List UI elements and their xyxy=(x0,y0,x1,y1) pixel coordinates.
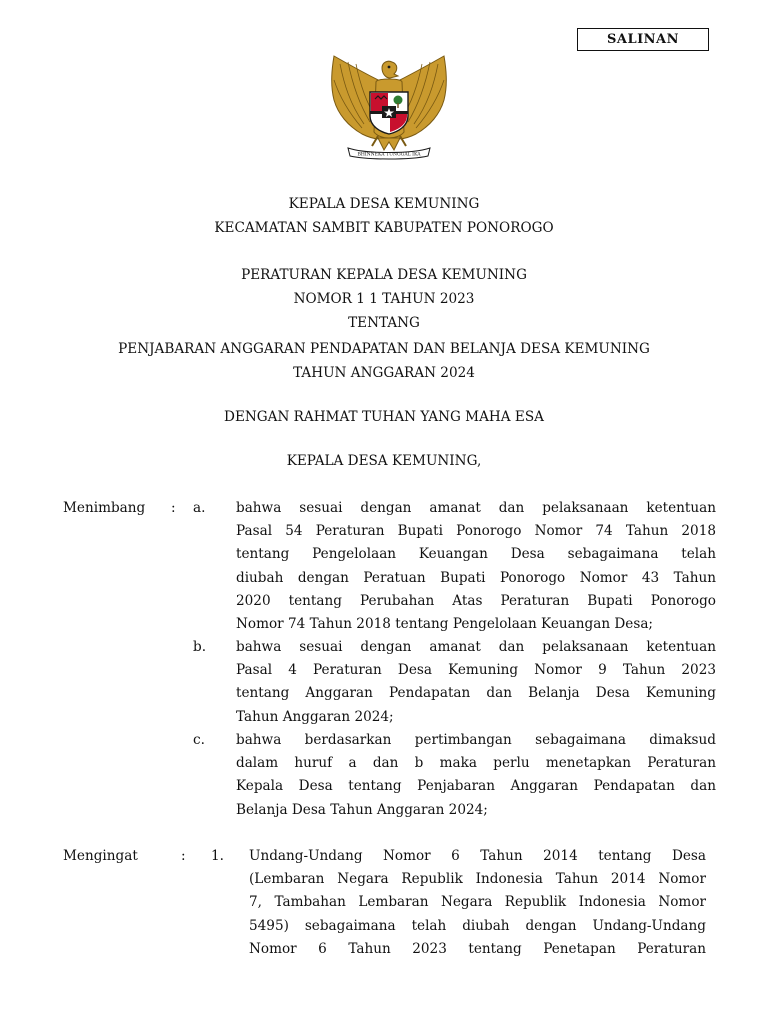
paragraph-line: 2020 tentang Perubahan Atas Peraturan Bupati Ponorogo xyxy=(236,592,716,609)
title-line-5: TAHUN ANGGARAN 2024 xyxy=(293,365,475,381)
preamble-line-1: DENGAN RAHMAT TUHAN YANG MAHA ESA xyxy=(224,409,544,425)
mengingat-label: Mengingat xyxy=(63,848,138,864)
paragraph-line: Nomor 6 Tahun 2023 tentang Penetapan Peraturan xyxy=(249,940,706,957)
paragraph-line: Undang-Undang Nomor 6 Tahun 2014 tentang Desa xyxy=(249,848,706,864)
paragraph-line: Tahun Anggaran 2024; xyxy=(236,708,394,725)
menimbang-item-c xyxy=(236,729,716,822)
preamble-line-2: KEPALA DESA KEMUNING, xyxy=(286,453,482,469)
menimbang-item-a xyxy=(236,497,716,636)
paragraph-line: tentang Pengelolaan Keuangan Desa sebagaimana telah xyxy=(236,546,716,563)
paragraph-line: tentang Anggaran Pendapatan dan Belanja Desa Kemuning xyxy=(236,685,716,702)
paragraph-line: Nomor 74 Tahun 2018 tentang Pengelolaan Keuangan Desa; xyxy=(236,615,653,632)
paragraph-line: Belanja Desa Tahun Anggaran 2024; xyxy=(236,801,488,818)
paragraph-line: 7, Tambahan Lembaran Negara Republik Indonesia Nomor xyxy=(249,894,706,911)
title-line-2: NOMOR 1 1 TAHUN 2023 xyxy=(293,291,475,307)
paragraph-line: Pasal 4 Peraturan Desa Kemuning Nomor 9 Tahun 2023 xyxy=(236,662,716,679)
mengingat-item-1 xyxy=(249,845,706,961)
title-line-1: PERATURAN KEPALA DESA KEMUNING xyxy=(241,267,527,283)
mengingat-colon: : xyxy=(181,848,186,864)
paragraph-line: Kepala Desa tentang Penjabaran Anggaran Pendapatan dan xyxy=(236,778,716,795)
header-line-1: KEPALA DESA KEMUNING xyxy=(288,196,480,212)
paragraph-line: bahwa sesuai dengan amanat dan pelaksanaan ketentuan xyxy=(236,500,716,516)
menimbang-marker-a: a. xyxy=(193,500,206,516)
paragraph-line: Pasal 54 Peraturan Bupati Ponorogo Nomor 74 Tahun 2018 xyxy=(236,523,716,540)
menimbang-item-b xyxy=(236,636,716,729)
paragraph-line: bahwa berdasarkan pertimbangan sebagaimana dimaksud xyxy=(236,732,716,748)
paragraph-line: dalam huruf a dan b maka perlu menetapkan Peraturan xyxy=(236,755,716,772)
title-line-3: TENTANG xyxy=(348,315,420,331)
paragraph-line: bahwa sesuai dengan amanat dan pelaksanaan ketentuan xyxy=(236,639,716,655)
header-line-2: KECAMATAN SAMBIT KABUPATEN PONOROGO xyxy=(214,220,554,236)
menimbang-label: Menimbang xyxy=(63,500,146,516)
title-line-4: PENJABARAN ANGGARAN PENDAPATAN DAN BELANJA DESA KEMUNING xyxy=(118,341,650,357)
paragraph-line: (Lembaran Negara Republik Indonesia Tahun 2014 Nomor xyxy=(249,871,706,888)
menimbang-marker-c: c. xyxy=(193,732,205,748)
mengingat-marker-1: 1. xyxy=(211,848,224,864)
menimbang-colon: : xyxy=(171,500,176,516)
garuda-pancasila-emblem-icon xyxy=(326,54,452,160)
menimbang-marker-b: b. xyxy=(193,639,207,655)
emblem-motto: BHINNEKA TUNGGAL IKA xyxy=(357,152,421,158)
salinan-stamp: SALINAN xyxy=(577,28,709,51)
paragraph-line: 5495) sebagaimana telah diubah dengan Undang-Undang xyxy=(249,917,706,934)
paragraph-line: diubah dengan Peratuan Bupati Ponorogo Nomor 43 Tahun xyxy=(236,569,716,586)
